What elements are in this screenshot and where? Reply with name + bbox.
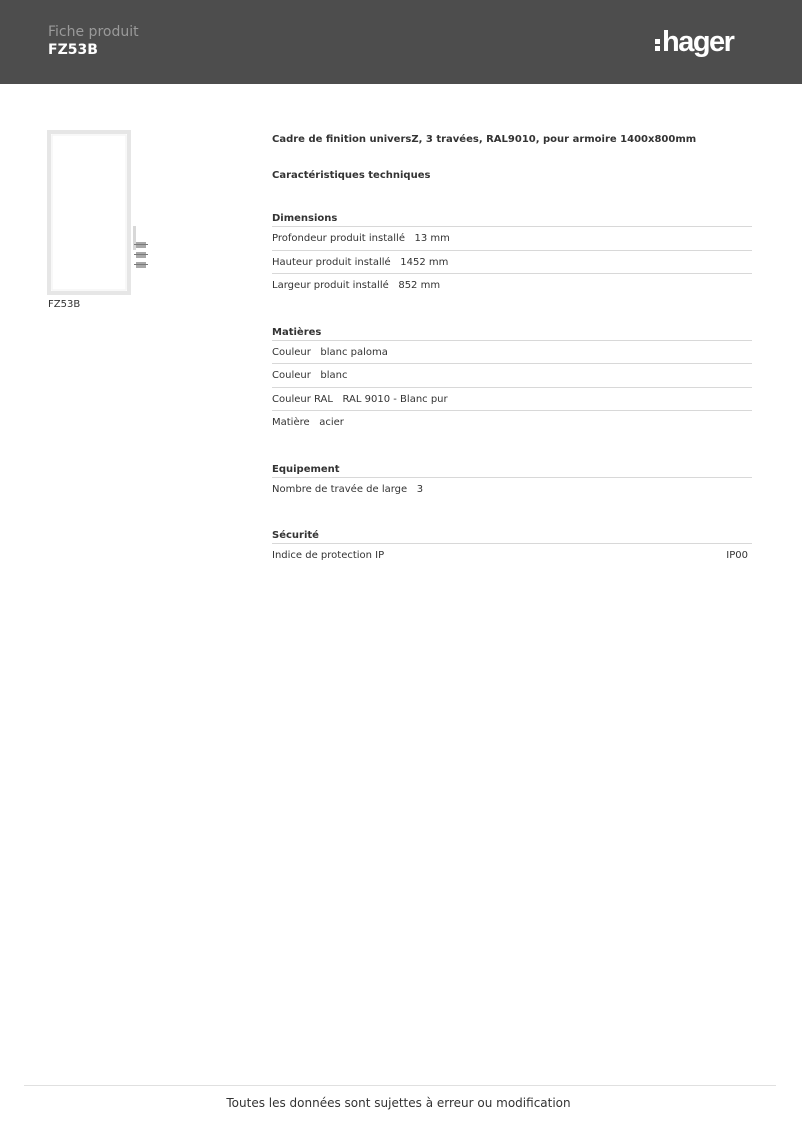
footer-disclaimer: Toutes les données sont sujettes à erreur ou modification <box>226 1096 571 1110</box>
section-title: Dimensions <box>272 210 752 227</box>
spec-value: 1452 mm <box>400 256 449 268</box>
finishing-frame-illustration <box>46 130 156 298</box>
spec-label: Couleur <box>272 370 311 381</box>
image-caption: FZ53B <box>48 299 81 310</box>
spec-gap <box>333 394 343 405</box>
spec-row <box>272 388 752 412</box>
spec-gap <box>391 257 401 268</box>
product-details <box>272 132 752 568</box>
spec-gap <box>310 417 320 428</box>
product-title: Cadre de finition universZ, 3 travées, RAL9010, pour armoire 1400x800mm <box>272 134 697 145</box>
spec-pair <box>272 364 347 387</box>
spec-label: Nombre de travée de large <box>272 483 408 495</box>
spec-value: IP00 <box>726 550 748 561</box>
product-image <box>46 130 156 298</box>
specs-heading: Caractéristiques techniques <box>272 170 431 181</box>
spec-pair <box>272 478 423 502</box>
spec-row <box>272 411 752 435</box>
spec-label: Couleur <box>272 346 311 358</box>
spec-value: 13 mm <box>414 233 450 244</box>
spec-gap <box>407 484 417 495</box>
spec-gap <box>405 233 415 244</box>
spec-row <box>272 364 752 388</box>
spec-label: Indice de protection IP <box>272 550 385 561</box>
spec-value: 852 mm <box>398 280 441 291</box>
spec-value: acier <box>319 417 344 428</box>
page-header <box>0 0 802 84</box>
spec-label: Largeur produit installé <box>272 280 389 291</box>
spec-label: Matière <box>272 417 310 428</box>
spec-label: Couleur RAL <box>272 393 333 405</box>
spec-value: RAL 9010 - Blanc pur <box>342 393 448 405</box>
spec-row <box>272 251 752 275</box>
spec-gap <box>311 347 321 358</box>
spec-row <box>272 544 752 568</box>
document-type: Fiche produit <box>48 24 139 40</box>
spec-pair <box>272 274 440 298</box>
spec-section <box>272 324 752 435</box>
spec-gap <box>389 280 399 291</box>
logo-wordmark: hager <box>662 25 734 58</box>
spec-label: Hauteur produit installé <box>272 256 391 268</box>
spec-value: blanc paloma <box>320 346 388 358</box>
spec-section <box>272 527 752 568</box>
product-reference: FZ53B <box>48 42 98 58</box>
spec-gap <box>311 370 321 381</box>
hager-logo <box>655 24 733 60</box>
footer-divider <box>24 1085 776 1086</box>
logo-dots <box>655 27 660 57</box>
spec-row <box>272 478 752 502</box>
section-title: Equipement <box>272 461 752 478</box>
spec-pair <box>272 227 450 250</box>
section-title: Matières <box>272 324 752 341</box>
spec-value: blanc <box>320 370 348 381</box>
spec-sections <box>272 210 752 568</box>
section-title: Sécurité <box>272 527 752 544</box>
spec-row <box>272 341 752 365</box>
spec-section <box>272 210 752 298</box>
spec-pair <box>272 341 388 364</box>
spec-pair <box>272 411 344 435</box>
spec-row <box>272 274 752 298</box>
spec-label: Profondeur produit installé <box>272 233 405 244</box>
spec-section <box>272 461 752 502</box>
spec-pair <box>272 388 448 411</box>
spec-pair <box>272 251 448 274</box>
spec-row <box>272 227 752 251</box>
spec-value: 3 <box>416 483 424 495</box>
